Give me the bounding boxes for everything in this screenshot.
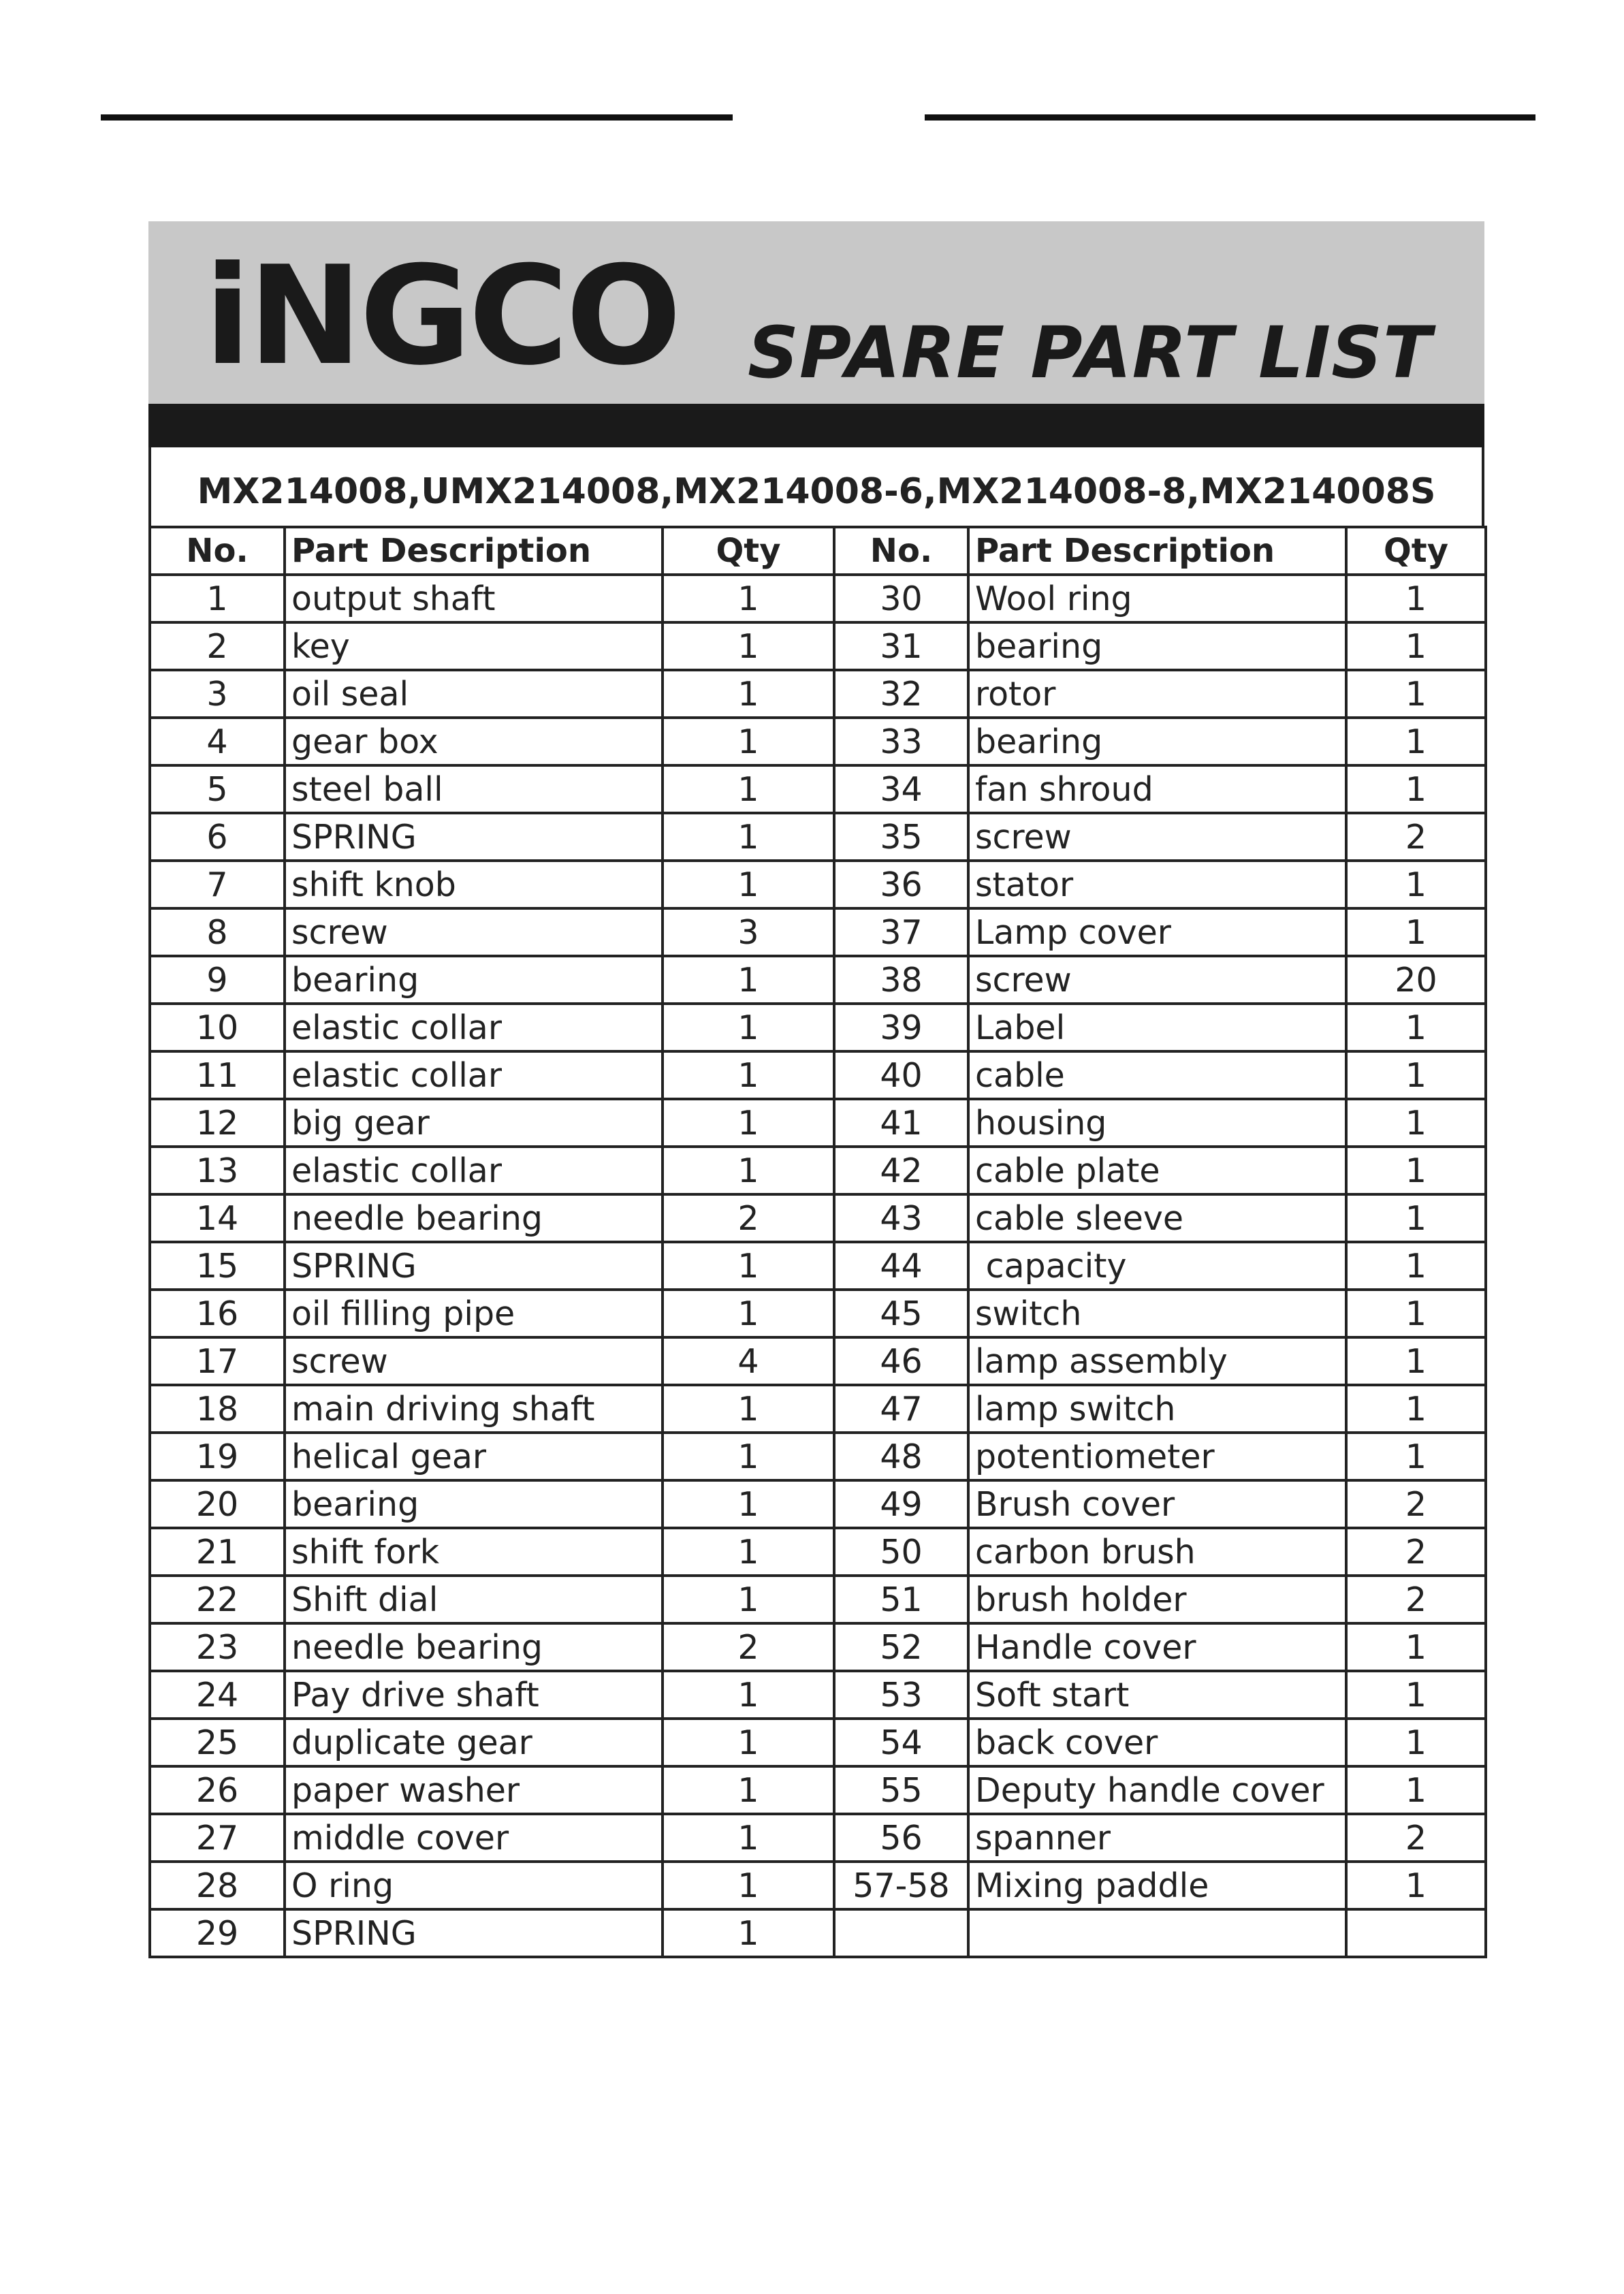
- table-row: [150, 1290, 1486, 1337]
- part-qty-right: 1: [1346, 1099, 1486, 1147]
- part-qty-right: 1: [1346, 765, 1486, 813]
- part-qty-right: 1: [1346, 575, 1486, 622]
- part-number-left: 15: [150, 1242, 285, 1290]
- table-row: [150, 1528, 1486, 1576]
- table-header-row: [150, 527, 1486, 575]
- part-description-left: paper washer: [285, 1766, 663, 1814]
- part-number-left: 9: [150, 956, 285, 1004]
- part-qty-left: 1: [663, 1242, 834, 1290]
- part-number-right: 52: [834, 1623, 968, 1671]
- col-header-qty-left: Qty: [663, 527, 834, 575]
- model-list: MX214008,UMX214008,MX214008-6,MX214008-8,MX214008S: [148, 447, 1484, 526]
- table-row: [150, 1004, 1486, 1051]
- part-qty-left: 1: [663, 1766, 834, 1814]
- table-row: [150, 1433, 1486, 1480]
- col-header-qty-right: Qty: [1346, 527, 1486, 575]
- part-qty-right: 1: [1346, 1385, 1486, 1433]
- col-header-no-right: No.: [834, 527, 968, 575]
- part-qty-right: 1: [1346, 1862, 1486, 1909]
- part-description-right: potentiometer: [968, 1433, 1346, 1480]
- table-row: [150, 1576, 1486, 1623]
- part-number-left: 20: [150, 1480, 285, 1528]
- table-row: [150, 1337, 1486, 1385]
- part-qty-left: 2: [663, 1194, 834, 1242]
- spare-part-sheet: [148, 221, 1484, 1958]
- table-row: [150, 1194, 1486, 1242]
- table-row: [150, 1671, 1486, 1719]
- part-number-left: 21: [150, 1528, 285, 1576]
- part-description-right: Deputy handle cover: [968, 1766, 1346, 1814]
- part-description-right: Lamp cover: [968, 908, 1346, 956]
- part-description-right: bearing: [968, 622, 1346, 670]
- part-number-left: 13: [150, 1147, 285, 1194]
- part-qty-left: 1: [663, 1719, 834, 1766]
- parts-table-body: [150, 575, 1486, 1957]
- part-qty-right: 1: [1346, 718, 1486, 765]
- part-description-left: oil filling pipe: [285, 1290, 663, 1337]
- table-row: [150, 1147, 1486, 1194]
- part-qty-right: 1: [1346, 1433, 1486, 1480]
- part-description-left: helical gear: [285, 1433, 663, 1480]
- part-number-left: 1: [150, 575, 285, 622]
- part-number-right: 34: [834, 765, 968, 813]
- part-qty-left: 1: [663, 1433, 834, 1480]
- part-number-left: 18: [150, 1385, 285, 1433]
- table-row: [150, 575, 1486, 622]
- part-description-left: elastic collar: [285, 1004, 663, 1051]
- part-number-right: [834, 1909, 968, 1957]
- table-row: [150, 765, 1486, 813]
- part-description-right: back cover: [968, 1719, 1346, 1766]
- table-row: [150, 1766, 1486, 1814]
- part-description-right: Brush cover: [968, 1480, 1346, 1528]
- part-description-right: cable sleeve: [968, 1194, 1346, 1242]
- part-number-right: 54: [834, 1719, 968, 1766]
- part-description-right: Wool ring: [968, 575, 1346, 622]
- part-number-right: 47: [834, 1385, 968, 1433]
- part-number-left: 5: [150, 765, 285, 813]
- part-qty-left: 3: [663, 908, 834, 956]
- part-qty-left: 1: [663, 1814, 834, 1862]
- part-qty-right: 1: [1346, 1242, 1486, 1290]
- part-qty-left: 1: [663, 1576, 834, 1623]
- part-number-left: 28: [150, 1862, 285, 1909]
- page-title: SPARE PART LIST: [748, 311, 1432, 394]
- part-qty-left: 1: [663, 813, 834, 861]
- table-row: [150, 861, 1486, 908]
- part-number-left: 29: [150, 1909, 285, 1957]
- part-description-left: shift fork: [285, 1528, 663, 1576]
- part-qty-left: 2: [663, 1623, 834, 1671]
- part-description-right: fan shroud: [968, 765, 1346, 813]
- part-description-left: output shaft: [285, 575, 663, 622]
- part-qty-right: 20: [1346, 956, 1486, 1004]
- part-qty-right: 2: [1346, 813, 1486, 861]
- part-description-right: [968, 1909, 1346, 1957]
- part-qty-left: 1: [663, 670, 834, 718]
- part-qty-right: 2: [1346, 1814, 1486, 1862]
- part-description-right: lamp assembly: [968, 1337, 1346, 1385]
- part-qty-right: 1: [1346, 1719, 1486, 1766]
- table-row: [150, 908, 1486, 956]
- part-description-left: SPRING: [285, 813, 663, 861]
- part-qty-left: 1: [663, 1385, 834, 1433]
- part-qty-left: 1: [663, 1909, 834, 1957]
- part-qty-left: 1: [663, 956, 834, 1004]
- table-row: [150, 1623, 1486, 1671]
- part-description-right: screw: [968, 813, 1346, 861]
- part-qty-right: 1: [1346, 670, 1486, 718]
- part-number-left: 24: [150, 1671, 285, 1719]
- part-description-left: needle bearing: [285, 1623, 663, 1671]
- part-number-right: 42: [834, 1147, 968, 1194]
- table-row: [150, 1814, 1486, 1862]
- part-number-right: 41: [834, 1099, 968, 1147]
- part-number-left: 2: [150, 622, 285, 670]
- part-number-left: 22: [150, 1576, 285, 1623]
- header-banner: [148, 221, 1484, 404]
- part-number-right: 31: [834, 622, 968, 670]
- part-number-right: 32: [834, 670, 968, 718]
- part-description-right: rotor: [968, 670, 1346, 718]
- part-number-left: 17: [150, 1337, 285, 1385]
- part-number-left: 4: [150, 718, 285, 765]
- table-row: [150, 1862, 1486, 1909]
- part-qty-right: [1346, 1909, 1486, 1957]
- part-qty-right: 2: [1346, 1480, 1486, 1528]
- part-number-right: 57-58: [834, 1862, 968, 1909]
- part-qty-right: 1: [1346, 1051, 1486, 1099]
- part-number-right: 48: [834, 1433, 968, 1480]
- table-row: [150, 1909, 1486, 1957]
- part-description-left: oil seal: [285, 670, 663, 718]
- table-row: [150, 1242, 1486, 1290]
- part-description-right: capacity: [968, 1242, 1346, 1290]
- part-description-left: Pay drive shaft: [285, 1671, 663, 1719]
- part-qty-right: 1: [1346, 1623, 1486, 1671]
- part-description-right: Handle cover: [968, 1623, 1346, 1671]
- table-row: [150, 1480, 1486, 1528]
- part-description-right: cable: [968, 1051, 1346, 1099]
- part-qty-right: 2: [1346, 1528, 1486, 1576]
- part-description-right: stator: [968, 861, 1346, 908]
- part-description-left: bearing: [285, 1480, 663, 1528]
- col-header-description-left: Part Description: [285, 527, 663, 575]
- part-number-left: 3: [150, 670, 285, 718]
- part-description-left: screw: [285, 908, 663, 956]
- part-qty-right: 1: [1346, 1337, 1486, 1385]
- part-number-left: 10: [150, 1004, 285, 1051]
- part-qty-left: 1: [663, 1528, 834, 1576]
- part-number-right: 56: [834, 1814, 968, 1862]
- part-number-right: 43: [834, 1194, 968, 1242]
- part-number-right: 50: [834, 1528, 968, 1576]
- part-description-right: housing: [968, 1099, 1346, 1147]
- part-number-right: 37: [834, 908, 968, 956]
- part-description-right: Soft start: [968, 1671, 1346, 1719]
- brand-logo: iNGCO: [204, 237, 679, 396]
- part-number-right: 46: [834, 1337, 968, 1385]
- part-number-left: 8: [150, 908, 285, 956]
- part-qty-right: 1: [1346, 1004, 1486, 1051]
- part-qty-right: 1: [1346, 1290, 1486, 1337]
- part-description-left: shift knob: [285, 861, 663, 908]
- part-qty-left: 1: [663, 1862, 834, 1909]
- table-row: [150, 670, 1486, 718]
- part-description-left: elastic collar: [285, 1147, 663, 1194]
- part-qty-left: 1: [663, 1671, 834, 1719]
- parts-table: [148, 526, 1487, 1958]
- top-rule-left: [101, 114, 733, 121]
- part-description-right: switch: [968, 1290, 1346, 1337]
- part-description-right: bearing: [968, 718, 1346, 765]
- table-row: [150, 718, 1486, 765]
- part-number-left: 26: [150, 1766, 285, 1814]
- part-number-right: 36: [834, 861, 968, 908]
- part-qty-left: 1: [663, 1099, 834, 1147]
- part-qty-right: 1: [1346, 1671, 1486, 1719]
- col-header-description-right: Part Description: [968, 527, 1346, 575]
- part-description-left: screw: [285, 1337, 663, 1385]
- part-qty-right: 1: [1346, 1194, 1486, 1242]
- part-description-left: middle cover: [285, 1814, 663, 1862]
- part-number-left: 14: [150, 1194, 285, 1242]
- part-description-right: lamp switch: [968, 1385, 1346, 1433]
- part-number-right: 53: [834, 1671, 968, 1719]
- part-qty-left: 1: [663, 622, 834, 670]
- part-description-left: bearing: [285, 956, 663, 1004]
- part-number-right: 38: [834, 956, 968, 1004]
- part-number-right: 33: [834, 718, 968, 765]
- table-row: [150, 813, 1486, 861]
- top-rule-right: [925, 114, 1535, 121]
- part-qty-left: 1: [663, 1290, 834, 1337]
- part-number-left: 27: [150, 1814, 285, 1862]
- part-number-left: 25: [150, 1719, 285, 1766]
- table-row: [150, 1051, 1486, 1099]
- part-number-right: 44: [834, 1242, 968, 1290]
- part-description-left: gear box: [285, 718, 663, 765]
- part-description-left: SPRING: [285, 1909, 663, 1957]
- col-header-no-left: No.: [150, 527, 285, 575]
- part-description-left: needle bearing: [285, 1194, 663, 1242]
- part-number-right: 51: [834, 1576, 968, 1623]
- part-number-right: 40: [834, 1051, 968, 1099]
- part-number-left: 19: [150, 1433, 285, 1480]
- part-description-left: steel ball: [285, 765, 663, 813]
- part-description-left: duplicate gear: [285, 1719, 663, 1766]
- table-row: [150, 956, 1486, 1004]
- table-row: [150, 1099, 1486, 1147]
- part-description-right: brush holder: [968, 1576, 1346, 1623]
- part-description-left: SPRING: [285, 1242, 663, 1290]
- part-qty-right: 1: [1346, 1147, 1486, 1194]
- part-description-right: Mixing paddle: [968, 1862, 1346, 1909]
- part-qty-right: 1: [1346, 861, 1486, 908]
- table-row: [150, 622, 1486, 670]
- part-number-left: 7: [150, 861, 285, 908]
- part-number-right: 35: [834, 813, 968, 861]
- part-description-left: O ring: [285, 1862, 663, 1909]
- part-description-right: screw: [968, 956, 1346, 1004]
- part-description-right: cable plate: [968, 1147, 1346, 1194]
- part-qty-right: 1: [1346, 908, 1486, 956]
- part-qty-right: 1: [1346, 1766, 1486, 1814]
- table-row: [150, 1719, 1486, 1766]
- part-description-left: elastic collar: [285, 1051, 663, 1099]
- part-number-left: 16: [150, 1290, 285, 1337]
- part-qty-left: 1: [663, 1051, 834, 1099]
- part-qty-left: 1: [663, 765, 834, 813]
- part-description-left: big gear: [285, 1099, 663, 1147]
- part-qty-left: 4: [663, 1337, 834, 1385]
- part-number-right: 45: [834, 1290, 968, 1337]
- part-qty-left: 1: [663, 575, 834, 622]
- part-qty-left: 1: [663, 718, 834, 765]
- header-divider-bar: [148, 404, 1484, 447]
- part-description-left: Shift dial: [285, 1576, 663, 1623]
- part-number-right: 30: [834, 575, 968, 622]
- table-row: [150, 1385, 1486, 1433]
- part-number-left: 12: [150, 1099, 285, 1147]
- part-description-right: Label: [968, 1004, 1346, 1051]
- part-description-left: main driving shaft: [285, 1385, 663, 1433]
- part-number-left: 6: [150, 813, 285, 861]
- part-qty-left: 1: [663, 861, 834, 908]
- part-description-right: carbon brush: [968, 1528, 1346, 1576]
- part-number-right: 55: [834, 1766, 968, 1814]
- part-qty-left: 1: [663, 1004, 834, 1051]
- part-qty-right: 1: [1346, 622, 1486, 670]
- part-number-left: 11: [150, 1051, 285, 1099]
- part-number-right: 49: [834, 1480, 968, 1528]
- part-description-left: key: [285, 622, 663, 670]
- part-qty-left: 1: [663, 1147, 834, 1194]
- part-qty-right: 2: [1346, 1576, 1486, 1623]
- part-description-right: spanner: [968, 1814, 1346, 1862]
- part-number-left: 23: [150, 1623, 285, 1671]
- part-number-right: 39: [834, 1004, 968, 1051]
- part-qty-left: 1: [663, 1480, 834, 1528]
